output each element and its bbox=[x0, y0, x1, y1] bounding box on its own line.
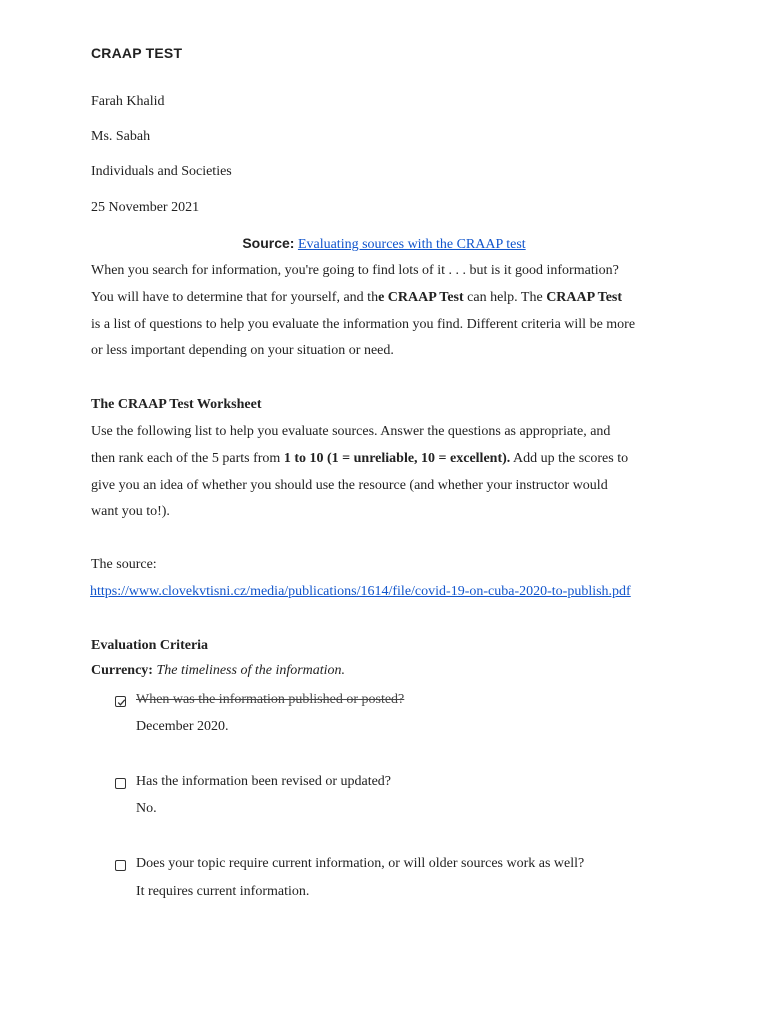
answer-published: December 2020. bbox=[136, 719, 229, 734]
intro-line-1: When you search for information, you're going to find lots of it . . . but is it good information? bbox=[91, 263, 619, 278]
intro-bold: CRAAP Test bbox=[546, 289, 623, 305]
intro-bold: e CRAAP Test bbox=[378, 289, 464, 305]
source-line bbox=[0, 235, 768, 253]
intro-line-4: or less important depending on your situation or need. bbox=[91, 343, 394, 359]
checkbox-checked-icon[interactable] bbox=[115, 696, 126, 707]
document-title: CRAAP TEST bbox=[91, 45, 183, 61]
teacher-name: Ms. Sabah bbox=[91, 129, 151, 144]
source-label: Source: bbox=[242, 235, 295, 251]
the-source-label: The source: bbox=[91, 557, 157, 572]
intro-line-3: is a list of questions to help you evaluate the information you find. Different criteria will be more bbox=[91, 316, 636, 332]
question-revised: Has the information been revised or updated? bbox=[136, 774, 392, 789]
answer-revised: No. bbox=[136, 801, 157, 816]
intro-line-2 bbox=[91, 285, 691, 312]
worksheet-bold: 1 to 10 (1 = unreliable, 10 = excellent). bbox=[283, 450, 511, 466]
intro-text: You will have to determine that for yourself, and th bbox=[91, 289, 379, 305]
currency-criterion bbox=[91, 663, 345, 679]
intro-text: can help. The bbox=[463, 289, 547, 305]
checkmark-icon bbox=[116, 697, 127, 708]
worksheet-heading: The CRAAP Test Worksheet bbox=[91, 397, 262, 412]
worksheet-text: Add up the scores to bbox=[510, 450, 629, 466]
source-link[interactable]: Evaluating sources with the CRAAP test bbox=[297, 237, 526, 252]
student-name: Farah Khalid bbox=[91, 94, 165, 109]
worksheet-line-2 bbox=[91, 446, 691, 473]
worksheet-line-3: give you an idea of whether you should use the resource (and whether your instructor would bbox=[91, 477, 608, 493]
subject-name: Individuals and Societies bbox=[91, 164, 232, 179]
currency-description: The timeliness of the information. bbox=[156, 663, 346, 678]
checkbox-icon[interactable] bbox=[115, 860, 126, 871]
question-current-info: Does your topic require current information, or will older sources work as well? bbox=[136, 856, 585, 871]
worksheet-paragraph bbox=[91, 419, 691, 526]
document-date: 25 November 2021 bbox=[91, 200, 200, 215]
question-published: When was the information published or posted? bbox=[136, 692, 405, 707]
checkbox-icon[interactable] bbox=[115, 778, 126, 789]
worksheet-text: then rank each of the 5 parts from bbox=[91, 450, 284, 466]
evaluation-heading: Evaluation Criteria bbox=[91, 638, 209, 653]
source-url-link[interactable]: https://www.clovekvtisni.cz/media/publications/1614/file/covid-19-on-cuba-2020-to-publish.pdf bbox=[90, 584, 631, 599]
answer-current-info: It requires current information. bbox=[136, 884, 310, 899]
intro-paragraph bbox=[91, 258, 691, 365]
worksheet-line-1: Use the following list to help you evaluate sources. Answer the questions as appropriate, and bbox=[91, 424, 611, 439]
currency-label: Currency: bbox=[91, 663, 153, 678]
worksheet-line-4: want you to!). bbox=[91, 504, 170, 520]
